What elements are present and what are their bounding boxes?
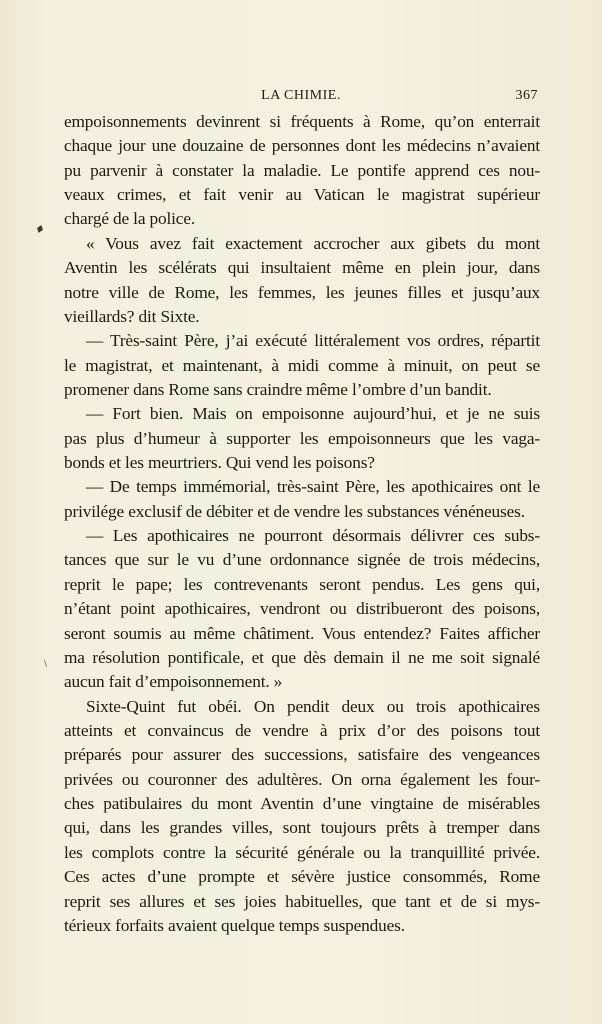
text-line: reprit le pape; les contrevenants seront pendus. Les gens qui, — [64, 574, 540, 594]
text-line: ma résolution pontificale, et que dès demain il ne me soit signalé — [64, 647, 540, 667]
text-line: pu parvenir à constater la maladie. Le pontife apprend ces nou- — [64, 160, 540, 180]
text-line: — Très-saint Père, j’ai exécuté littéralement vos ordres, répartit — [86, 331, 540, 351]
text-line: notre ville de Rome, les femmes, les jeunes filles et jusqu’aux — [64, 282, 540, 302]
text-line: préparés pour assurer des successions, satisfaire des vengeances — [64, 745, 540, 765]
text-line: privilége exclusif de débiter et de vendre les substances vénéneuses. — [64, 501, 525, 521]
text-line: promener dans Rome sans craindre même l’ombre d’un bandit. — [64, 379, 492, 399]
text-line: empoisonnements devinrent si fréquents à Rome, qu’on enterrait — [64, 112, 540, 131]
running-title: LA CHIMIE. — [261, 88, 341, 103]
text-line: privées ou couronner des adultères. On orna également les four- — [64, 769, 540, 789]
text-line: tances que sur le vu d’une ordonnance signée de trois médecins, — [64, 550, 540, 570]
text-line: Aventin les scélérats qui insultaient même en plein jour, dans — [64, 258, 540, 278]
text-line: atteints et convaincus de vendre à prix d’or des poisons tout — [64, 720, 540, 740]
text-line: aucun fait d’empoisonnement. » — [64, 672, 283, 692]
text-line: Ces actes d’une prompte et sévère justice consommés, Rome — [64, 867, 540, 887]
margin-ornament-icon: ♦ — [33, 221, 46, 238]
text-line: reprit ses allures et ses joies habituelles, que tant et de si mys- — [64, 891, 540, 911]
text-line: qui, dans les grandes villes, sont toujours prêts à tremper dans — [64, 818, 540, 838]
text-line: Sixte-Quint fut obéi. On pendit deux ou trois apothicaires — [86, 696, 540, 716]
text-line: « Vous avez fait exactement accrocher aux gibets du mont — [86, 233, 540, 253]
text-line: seront soumis au même châtiment. Vous entendez? Faites afficher — [64, 623, 540, 643]
text-line: chaque jour une douzaine de personnes dont les médecins n’avaient — [64, 136, 540, 156]
text-line: — Les apothicaires ne pourront désormais délivrer ces subs- — [86, 526, 540, 546]
text-line: les complots contre la sécurité générale ou la tranquillité privée. — [64, 842, 540, 862]
text-line: veaux crimes, et fait venir au Vatican le magistrat supérieur — [64, 185, 540, 205]
text-line: bonds et les meurtriers. Qui vend les poisons? — [64, 453, 375, 473]
text-line: — De temps immémorial, très-saint Père, les apothicaires ont le — [86, 477, 540, 497]
page-number: 367 — [515, 88, 538, 103]
text-line: vieillards? dit Sixte. — [64, 306, 200, 326]
text-line: le magistrat, et maintenant, à midi comme à minuit, on peut se — [64, 355, 540, 375]
running-head — [64, 88, 538, 108]
margin-tick-mark: \ — [44, 658, 48, 670]
text-line: n’étant point apothicaires, vendront ou distribueront des poisons, — [64, 599, 540, 619]
text-line: térieux forfaits avaient quelque temps suspendues. — [64, 915, 405, 935]
text-line: pas plus d’humeur à supporter les empoisonneurs que les vaga- — [64, 428, 540, 448]
text-line: ches patibulaires du mont Aventin d’une vingtaine de misérables — [64, 794, 540, 814]
body-text — [64, 110, 540, 938]
text-line: chargé de la police. — [64, 209, 196, 229]
text-line: — Fort bien. Mais on empoisonne aujourd’hui, et je ne suis — [86, 404, 540, 424]
